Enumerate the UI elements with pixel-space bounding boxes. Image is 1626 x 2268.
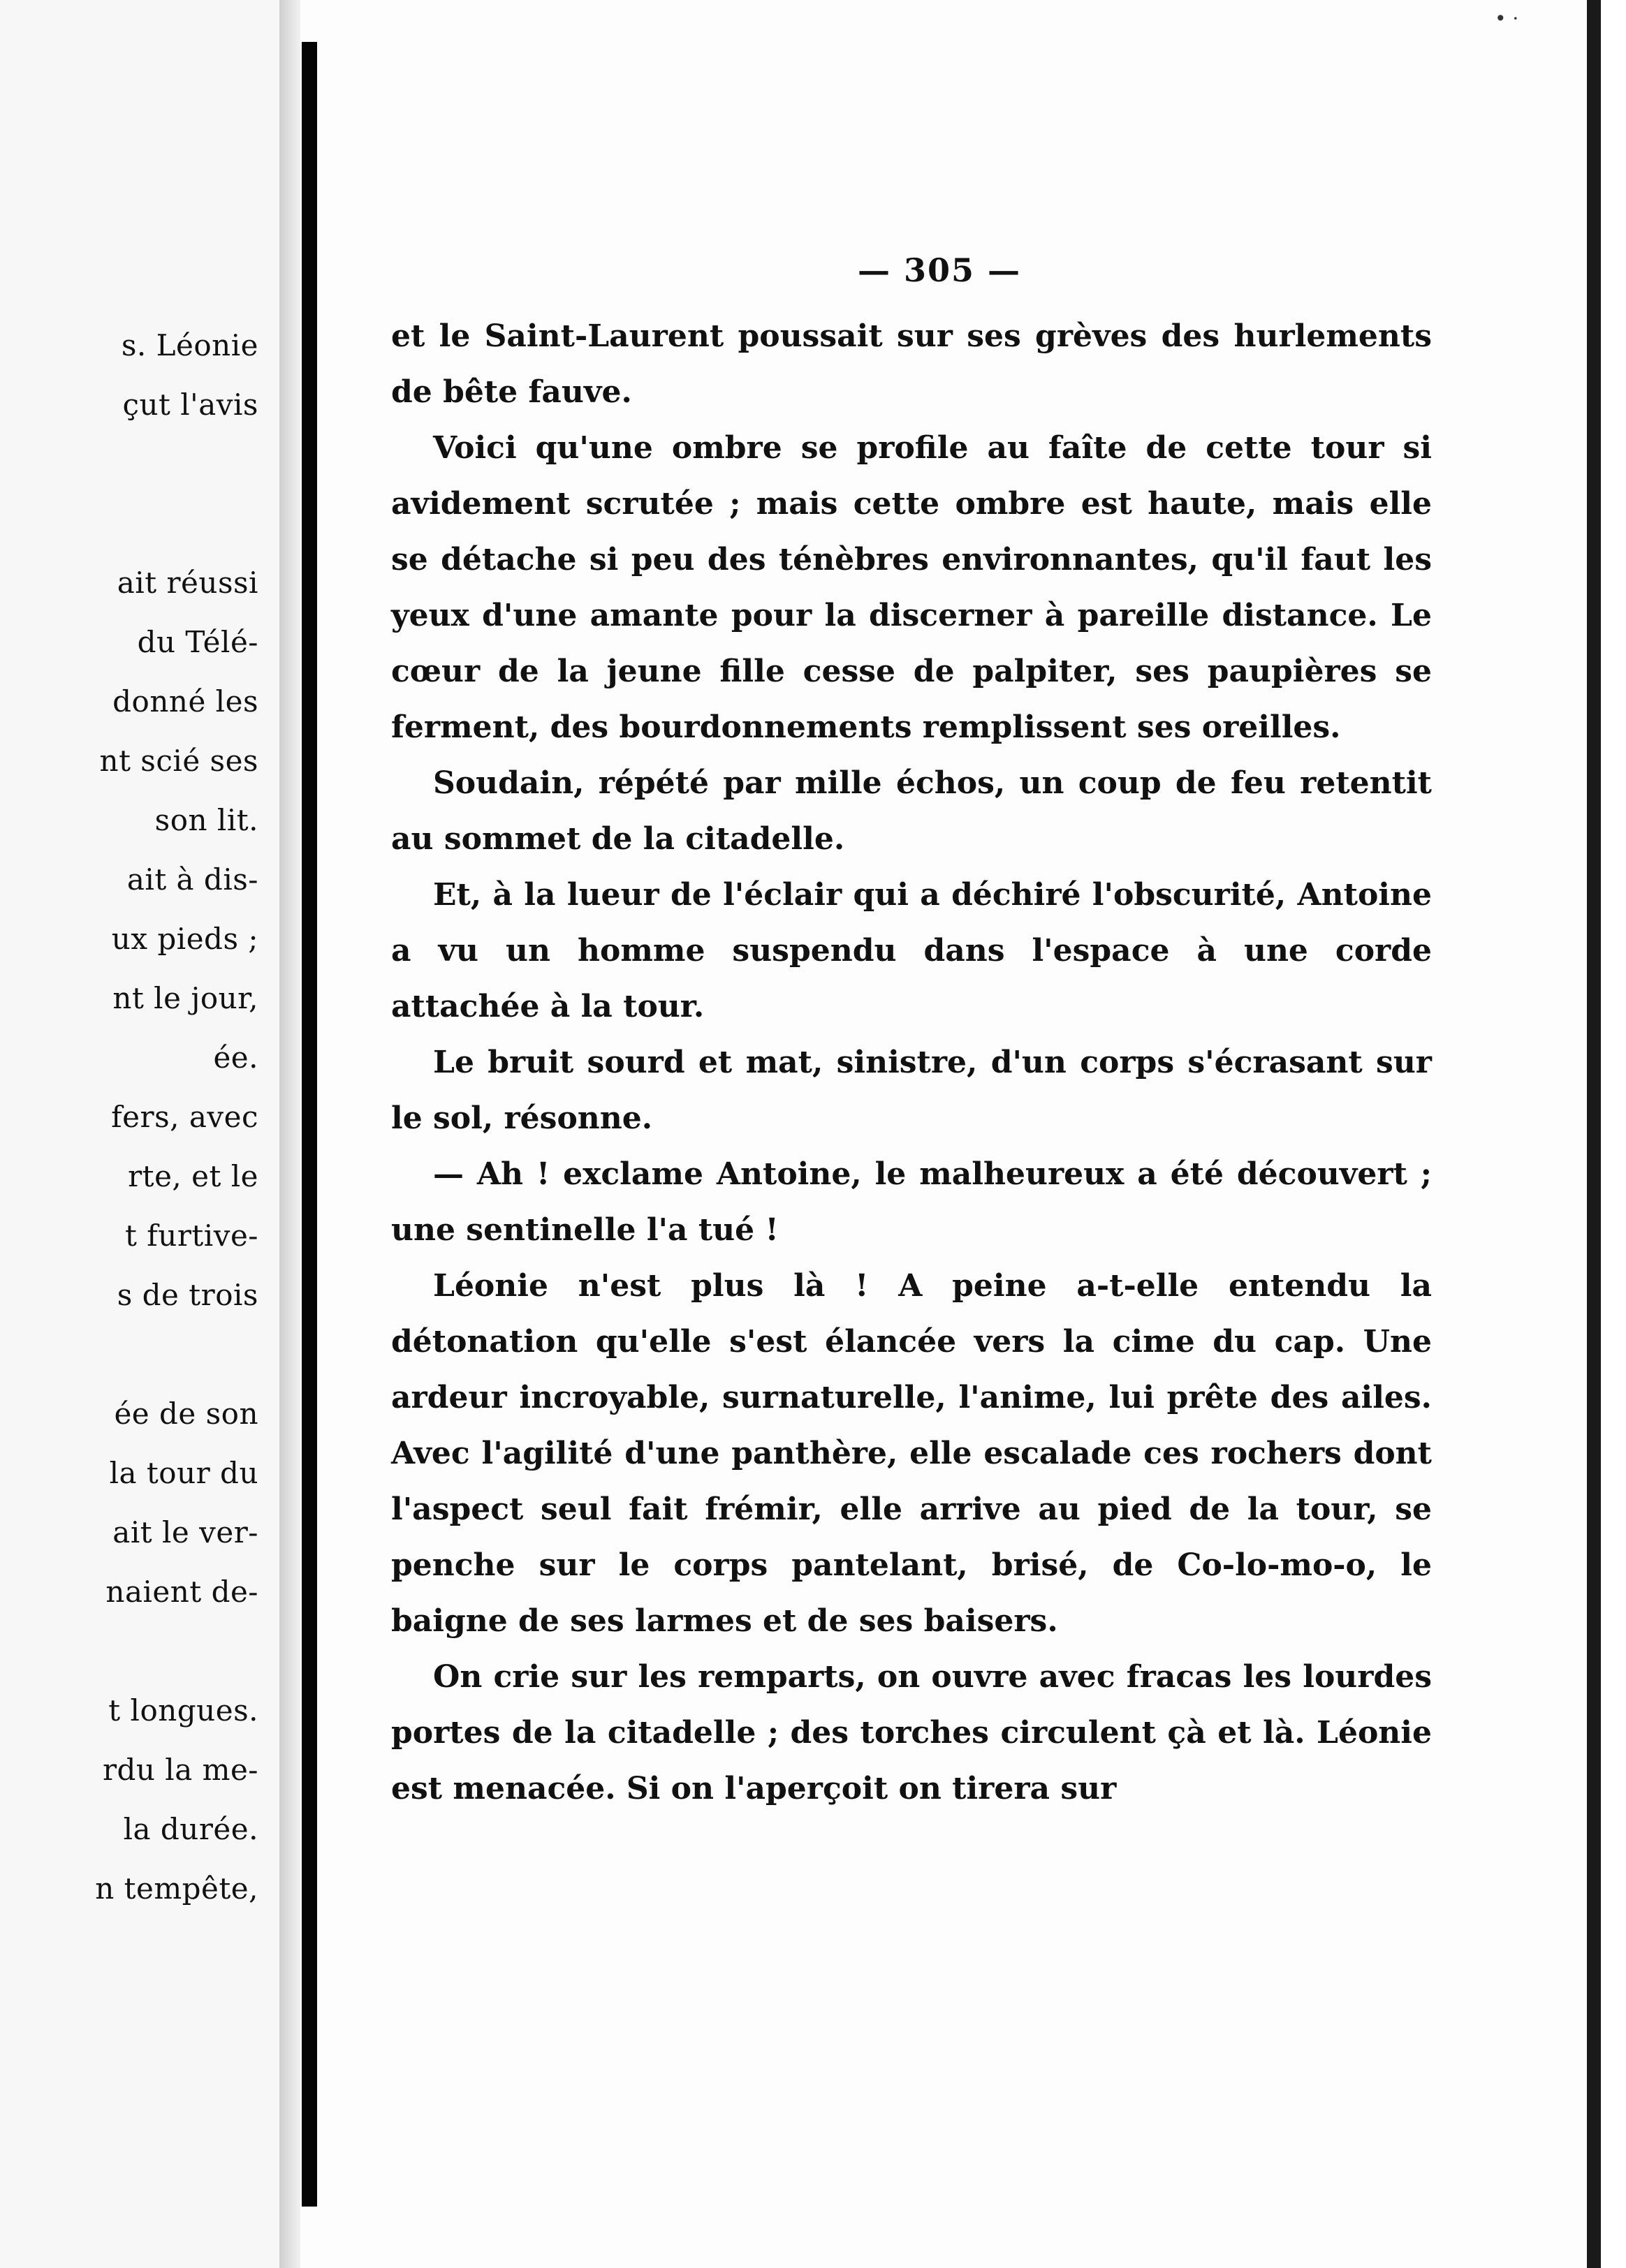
scan-margin xyxy=(1601,0,1626,2268)
paragraph: Léonie n'est plus là ! A peine a-t-elle entendu la détonation qu'elle s'est élancée vers la cime du cap. Une ardeur incroyable, surnaturelle, l'anime, lui prête des ailes. Avec l'agilité d'une panthère, elle escalade ces rochers dont l'aspect seul fait frémir, elle arrive au pied de la tour, se penche sur le corps pantelant, brisé, de Co-lo-mo-o, le baigne de ses larmes et de ses baisers. xyxy=(391,1268,1432,1639)
left-page-line: la durée. xyxy=(123,1812,258,1846)
left-page-line: t longues. xyxy=(108,1693,258,1728)
paragraph: On crie sur les remparts, on ouvre avec fracas les lourdes portes de la citadelle ; des torches circulent çà et là. Léonie est menacée. Si on l'aperçoit on tirera sur xyxy=(391,1659,1432,1806)
previous-page-fragment xyxy=(0,0,279,2268)
paragraph: — Ah ! exclame Antoine, le malheureux a été découvert ; une sentinelle l'a tué ! xyxy=(391,1156,1432,1248)
left-page-line: ée. xyxy=(213,1040,258,1075)
left-page-line: son lit. xyxy=(154,803,258,837)
left-page-line: nt le jour, xyxy=(112,981,258,1015)
paragraph: et le Saint-Laurent poussait sur ses grèves des hurlements de bête fauve. xyxy=(391,318,1432,410)
paragraph: Le bruit sourd et mat, sinistre, d'un corps s'écrasant sur le sol, résonne. xyxy=(391,1045,1432,1136)
left-page-line: s. Léonie xyxy=(121,328,258,362)
book-page xyxy=(391,251,1432,1817)
left-page-line: la tour du xyxy=(109,1456,258,1490)
left-page-line: t furtive- xyxy=(125,1218,258,1253)
left-page-line: ait à dis- xyxy=(126,862,258,897)
paragraph: Et, à la lueur de l'éclair qui a déchiré l'obscurité, Antoine a vu un homme suspendu dans l'espace à une corde attachée à la tour. xyxy=(391,877,1432,1024)
left-page-line: ux pieds ; xyxy=(111,922,258,956)
left-page-line: rdu la me- xyxy=(102,1753,258,1787)
left-page-line: fers, avec xyxy=(111,1100,258,1134)
page-right-edge xyxy=(1587,0,1601,2268)
left-page-line: rte, et le xyxy=(128,1159,258,1193)
paragraph: Soudain, répété par mille échos, un coup de feu retentit au sommet de la citadelle. xyxy=(391,765,1432,857)
scan-corner-mark: • · xyxy=(1495,7,1519,30)
left-page-line: ée de son xyxy=(114,1397,258,1431)
left-page-line: ait réussi xyxy=(117,566,258,600)
binding-edge xyxy=(302,42,317,2207)
left-page-line: ait le ver- xyxy=(112,1515,258,1549)
left-page-line: n tempête, xyxy=(95,1871,258,1906)
left-page-line: naient de- xyxy=(105,1575,258,1609)
page-number: — 305 — xyxy=(857,251,1022,289)
left-page-line: donné les xyxy=(112,684,258,719)
left-page-line: çut l'avis xyxy=(122,388,258,422)
left-page-line: du Télé- xyxy=(137,625,258,659)
left-page-line: nt scié ses xyxy=(99,744,258,778)
left-page-line: s de trois xyxy=(117,1278,258,1312)
paragraph: Voici qu'une ombre se profile au faîte de cette tour si avidement scrutée ; mais cette ombre est haute, mais elle se détache si peu des ténèbres environnantes, qu'il faut les yeux d'une amante pour la discerner à pareille distance. Le cœur de la jeune fille cesse de palpiter, ses paupières se ferment, des bourdonnements remplissent ses oreilles. xyxy=(391,430,1432,745)
page-gutter xyxy=(279,0,300,2268)
